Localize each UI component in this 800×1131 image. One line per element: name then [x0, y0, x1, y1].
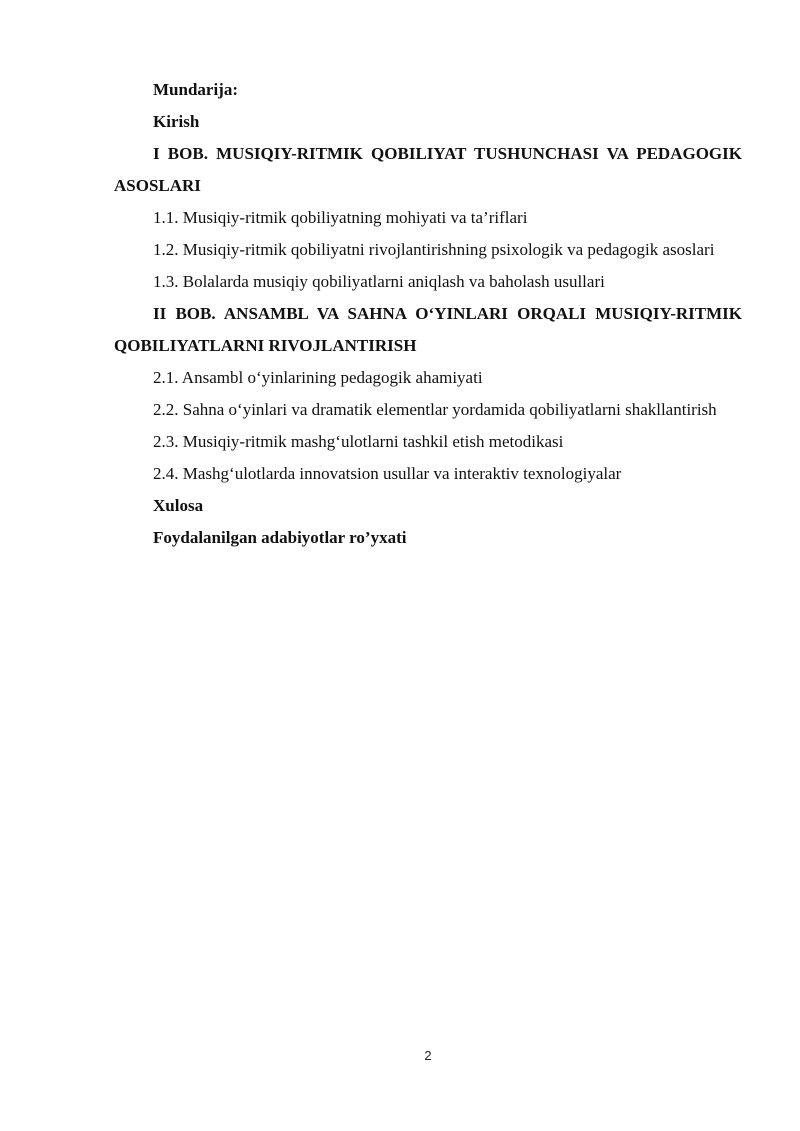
toc-heading: Mundarija: [153, 80, 238, 99]
toc-section-2-1: 2.1. Ansambl o‘yinlarining pedagogik ahamiyati [153, 368, 483, 387]
toc-section-1-3: 1.3. Bolalarda musiqiy qobiliyatlarni aniqlash va baholash usullari [153, 272, 605, 291]
page-number: 2 [424, 1048, 432, 1063]
table-of-contents [114, 74, 742, 554]
toc-chapter-1-title: I BOB. MUSIQIY-RITMIK QOBILIYAT TUSHUNCHASI VA PEDAGOGIK ASOSLARI [114, 144, 742, 195]
toc-intro: Kirish [153, 112, 200, 131]
toc-section-1-1: 1.1. Musiqiy-ritmik qobiliyatning mohiyati va ta’riflari [153, 208, 528, 227]
toc-section-1-2: 1.2. Musiqiy-ritmik qobiliyatni rivojlantirishning psixologik va pedagogik asoslari [153, 240, 715, 259]
toc-section-2-2: 2.2. Sahna o‘yinlari va dramatik elementlar yordamida qobiliyatlarni shakllantirish [153, 400, 717, 419]
toc-section-2-4: 2.4. Mashg‘ulotlarda innovatsion usullar va interaktiv texnologiyalar [153, 464, 622, 483]
toc-chapter-2-title: II BOB. ANSAMBL VA SAHNA O‘YINLARI ORQALI MUSIQIY-RITMIK QOBILIYATLARNI RIVOJLANTIRISH [114, 304, 742, 355]
toc-section-2-3: 2.3. Musiqiy-ritmik mashg‘ulotlarni tashkil etish metodikasi [153, 432, 564, 451]
toc-references: Foydalanilgan adabiyotlar ro’yxati [153, 528, 407, 547]
toc-conclusion: Xulosa [153, 496, 204, 515]
